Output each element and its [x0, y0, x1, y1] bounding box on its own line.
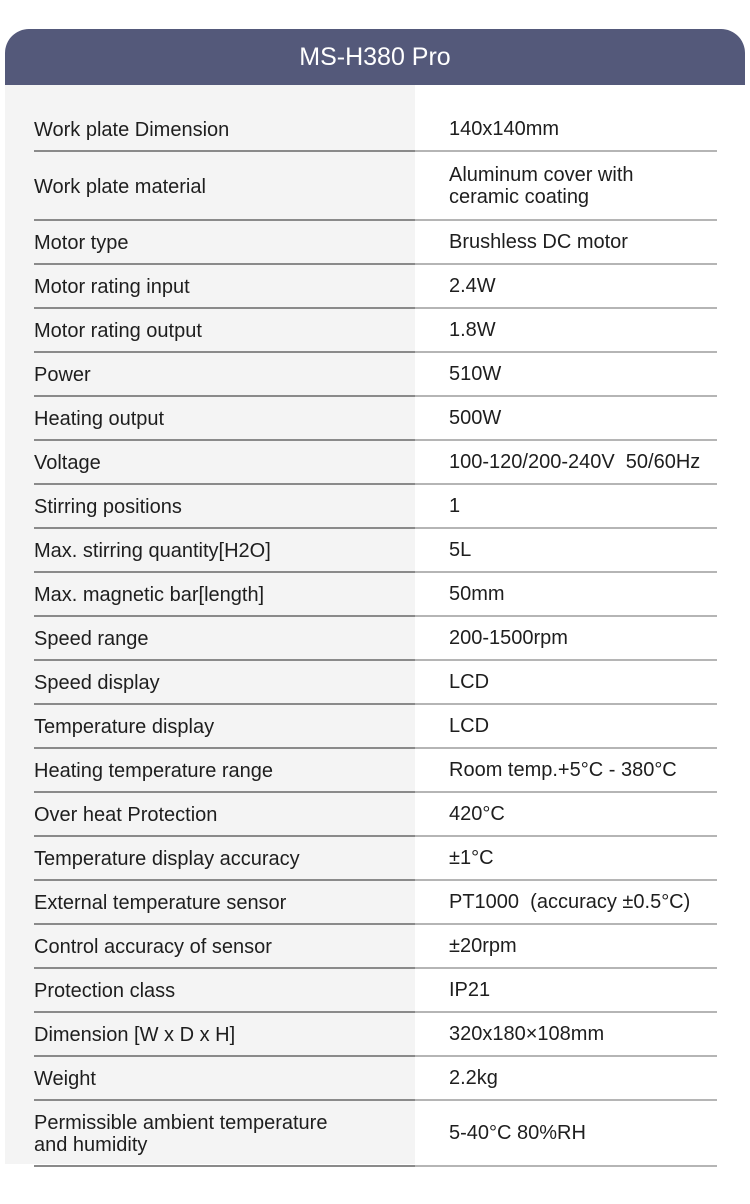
spec-table [5, 85, 745, 1164]
spec-value: 5-40°C 80%RH [415, 1101, 717, 1167]
spec-label: Protection class [34, 969, 415, 1013]
spec-row [34, 881, 717, 925]
spec-label: Temperature display accuracy [34, 837, 415, 881]
spec-value: 320x180×108mm [415, 1013, 717, 1057]
spec-value: 100-120/200-240V 50/60Hz [415, 441, 717, 485]
spec-label: Voltage [34, 441, 415, 485]
spec-row [34, 108, 717, 152]
spec-value: 2.4W [415, 265, 717, 309]
spec-row [34, 265, 717, 309]
spec-row [34, 969, 717, 1013]
spec-row [34, 309, 717, 353]
spec-value: 5L [415, 529, 717, 573]
spec-label: Motor rating input [34, 265, 415, 309]
spec-row [34, 793, 717, 837]
spec-value: 200-1500rpm [415, 617, 717, 661]
spec-value: 140x140mm [415, 108, 717, 152]
spec-row [34, 705, 717, 749]
spec-value: Room temp.+5°C - 380°C [415, 749, 717, 793]
spec-value: LCD [415, 661, 717, 705]
spec-row [34, 617, 717, 661]
spec-label: Dimension [W x D x H] [34, 1013, 415, 1057]
spec-rows [34, 108, 717, 1167]
spec-row [34, 353, 717, 397]
spec-label: Max. stirring quantity[H2O] [34, 529, 415, 573]
spec-sheet [5, 29, 745, 1164]
spec-row [34, 661, 717, 705]
spec-label: Work plate material [34, 152, 415, 221]
spec-label: Control accuracy of sensor [34, 925, 415, 969]
spec-row [34, 1101, 717, 1167]
spec-value: 500W [415, 397, 717, 441]
spec-label: Motor rating output [34, 309, 415, 353]
spec-row [34, 925, 717, 969]
spec-row [34, 1057, 717, 1101]
spec-value: ±20rpm [415, 925, 717, 969]
spec-row [34, 837, 717, 881]
spec-row [34, 441, 717, 485]
spec-row [34, 529, 717, 573]
spec-value: 510W [415, 353, 717, 397]
spec-row [34, 397, 717, 441]
spec-label: External temperature sensor [34, 881, 415, 925]
spec-value: 50mm [415, 573, 717, 617]
spec-value: PT1000 (accuracy ±0.5°C) [415, 881, 717, 925]
product-title: MS-H380 Pro [299, 42, 451, 71]
spec-row [34, 1013, 717, 1057]
spec-label: Motor type [34, 221, 415, 265]
spec-label: Max. magnetic bar[length] [34, 573, 415, 617]
spec-value: LCD [415, 705, 717, 749]
spec-value: Aluminum cover with ceramic coating [415, 152, 717, 221]
spec-label: Weight [34, 1057, 415, 1101]
spec-label: Over heat Protection [34, 793, 415, 837]
spec-label: Speed display [34, 661, 415, 705]
spec-row [34, 152, 717, 221]
spec-value: 2.2kg [415, 1057, 717, 1101]
spec-value: 1 [415, 485, 717, 529]
spec-label: Speed range [34, 617, 415, 661]
spec-row [34, 573, 717, 617]
spec-value: Brushless DC motor [415, 221, 717, 265]
spec-label: Stirring positions [34, 485, 415, 529]
spec-label: Work plate Dimension [34, 108, 415, 152]
spec-row [34, 221, 717, 265]
spec-label: Heating output [34, 397, 415, 441]
spec-label: Heating temperature range [34, 749, 415, 793]
spec-table-header [5, 29, 745, 85]
spec-value: 1.8W [415, 309, 717, 353]
spec-row [34, 485, 717, 529]
spec-row [34, 749, 717, 793]
spec-label: Permissible ambient temperature and humidity [34, 1101, 415, 1167]
spec-label: Temperature display [34, 705, 415, 749]
spec-value: 420°C [415, 793, 717, 837]
spec-value: ±1°C [415, 837, 717, 881]
spec-value: IP21 [415, 969, 717, 1013]
spec-label: Power [34, 353, 415, 397]
